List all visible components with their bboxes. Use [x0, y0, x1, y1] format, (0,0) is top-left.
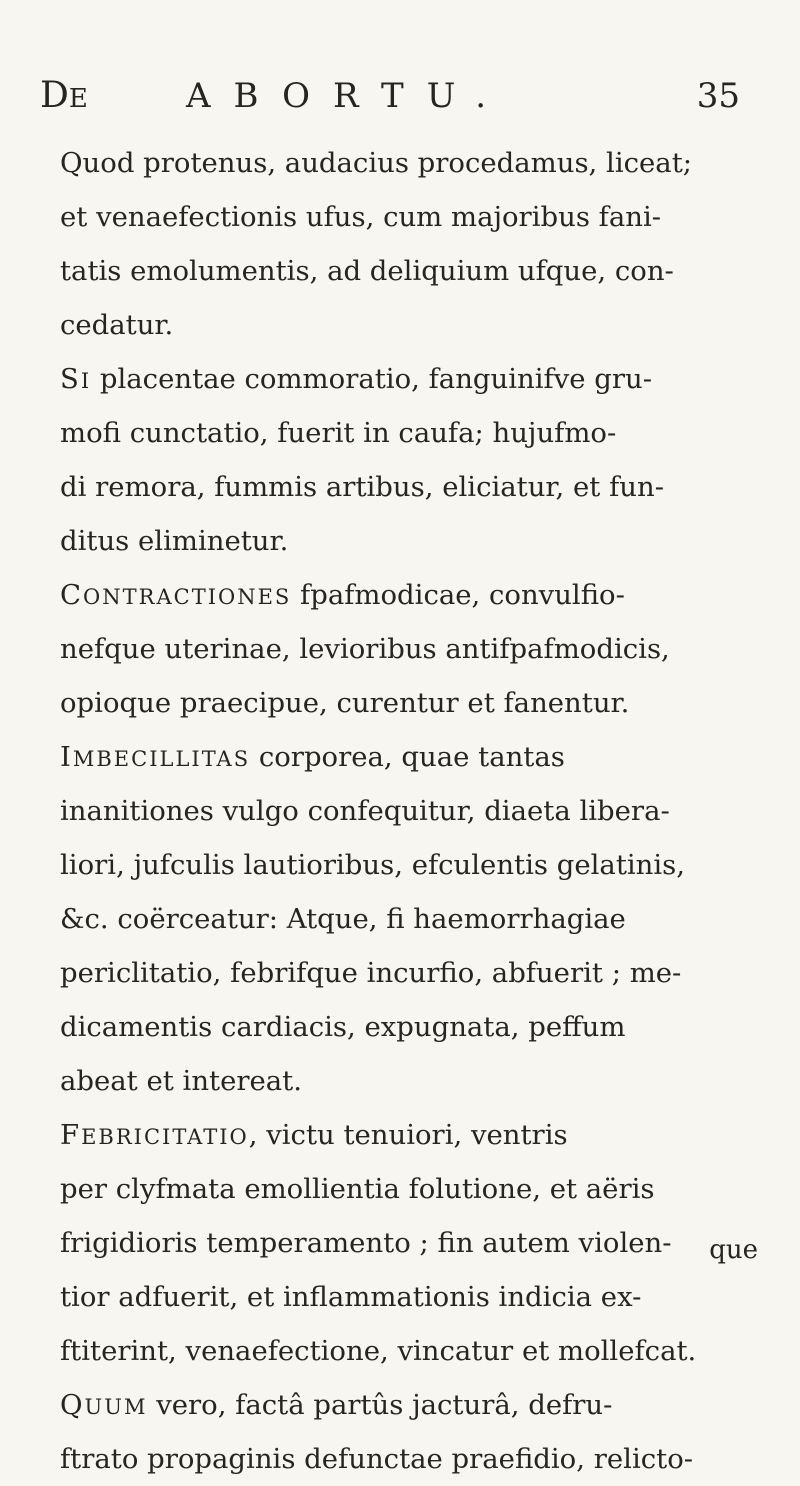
lead-initial: I: [60, 741, 73, 773]
lead-rest: I: [80, 369, 92, 393]
text-line-lead: [60, 730, 758, 784]
catchword: que: [709, 1235, 758, 1265]
running-head-title: ABORTU.: [186, 76, 510, 116]
lead-initial: F: [60, 1119, 82, 1151]
lead-word: [60, 363, 91, 395]
paragraph-imbecillitas: [60, 730, 758, 1108]
lead-line-rest: vero, factâ partûs jacturâ, defru-: [147, 1389, 613, 1421]
body-text: [60, 136, 758, 1486]
text-line-lead: [60, 1108, 758, 1162]
text-line: ftiterint, venaefectione, vincatur et mollefcat.: [60, 1335, 697, 1367]
text-line-lead: [60, 352, 758, 406]
text-line: Quod protenus, audacius procedamus, liceat;: [60, 147, 693, 179]
paragraph-quod: [60, 136, 758, 352]
paragraph-si: [60, 352, 758, 568]
text-line: dicamentis cardiacis, expugnata, peffum: [60, 1011, 626, 1043]
text-line: &c. coërceatur: Atque, fi haemorrhagiae: [60, 903, 626, 935]
running-head-de-initial: D: [40, 75, 69, 116]
text-line: liori, jufculis lautioribus, efculentis gelatinis,: [60, 849, 686, 881]
text-line: abeat et intereat.: [60, 1065, 302, 1097]
paragraph-febricitatio: [60, 1108, 758, 1378]
text-line: ditus eliminetur.: [60, 525, 289, 557]
text-line: cedatur.: [60, 309, 174, 341]
running-head-de-rest: E: [68, 84, 88, 114]
lead-word: [60, 1119, 249, 1151]
running-head-de: [40, 70, 88, 125]
paragraph-quum: [60, 1378, 758, 1486]
lead-initial: S: [60, 363, 81, 395]
lead-word: [60, 741, 250, 773]
lead-line-rest: fpafmodicae, convulfio-: [291, 579, 625, 611]
lead-word: [60, 579, 291, 611]
lead-rest: EBRICITATIO: [81, 1125, 249, 1149]
lead-line-rest: placentae commoratio, fanguinifve gru-: [91, 363, 653, 395]
text-line-lead: [60, 568, 758, 622]
lead-line-rest: , victu tenuiori, ventris: [248, 1119, 568, 1151]
paragraph-contractiones: [60, 568, 758, 730]
lead-rest: ONTRACTIONES: [83, 585, 292, 609]
text-line: tatis emolumentis, ad deliquium ufque, con-: [60, 255, 674, 287]
text-line: di remora, fummis artibus, eliciatur, et fun-: [60, 471, 664, 503]
text-line: mofi cunctatio, fuerit in caufa; hujufmo-: [60, 417, 617, 449]
lead-rest: UUM: [84, 1395, 148, 1419]
lead-initial: C: [60, 579, 84, 611]
text-line: periclitatio, febrifque incurfio, abfuerit ; me-: [60, 957, 682, 989]
lead-line-rest: corporea, quae tantas: [250, 741, 565, 773]
text-line: per clyfmata emollientia folutione, et aëris: [60, 1173, 655, 1205]
text-line: nefque uterinae, levioribus antifpafmodicis,: [60, 633, 670, 665]
text-line-lead: [60, 1378, 758, 1432]
text-line: et venaefectionis ufus, cum majoribus fani-: [60, 201, 662, 233]
text-line: ftrato propaginis defunctae praefidio, relicto-: [60, 1443, 694, 1475]
running-head: [40, 70, 740, 122]
lead-word: [60, 1389, 147, 1421]
lead-rest: MBECILLITAS: [72, 747, 251, 771]
text-line: opioque praecipue, curentur et fanentur.: [60, 687, 630, 719]
text-line: inanitiones vulgo confequitur, diaeta libera-: [60, 795, 670, 827]
lead-initial: Q: [60, 1389, 85, 1421]
page-number: 35: [696, 76, 740, 116]
text-line: frigidioris temperamento ; fin autem violen-: [60, 1227, 672, 1259]
text-line: tior adfuerit, et inflammationis indicia ex-: [60, 1281, 642, 1313]
